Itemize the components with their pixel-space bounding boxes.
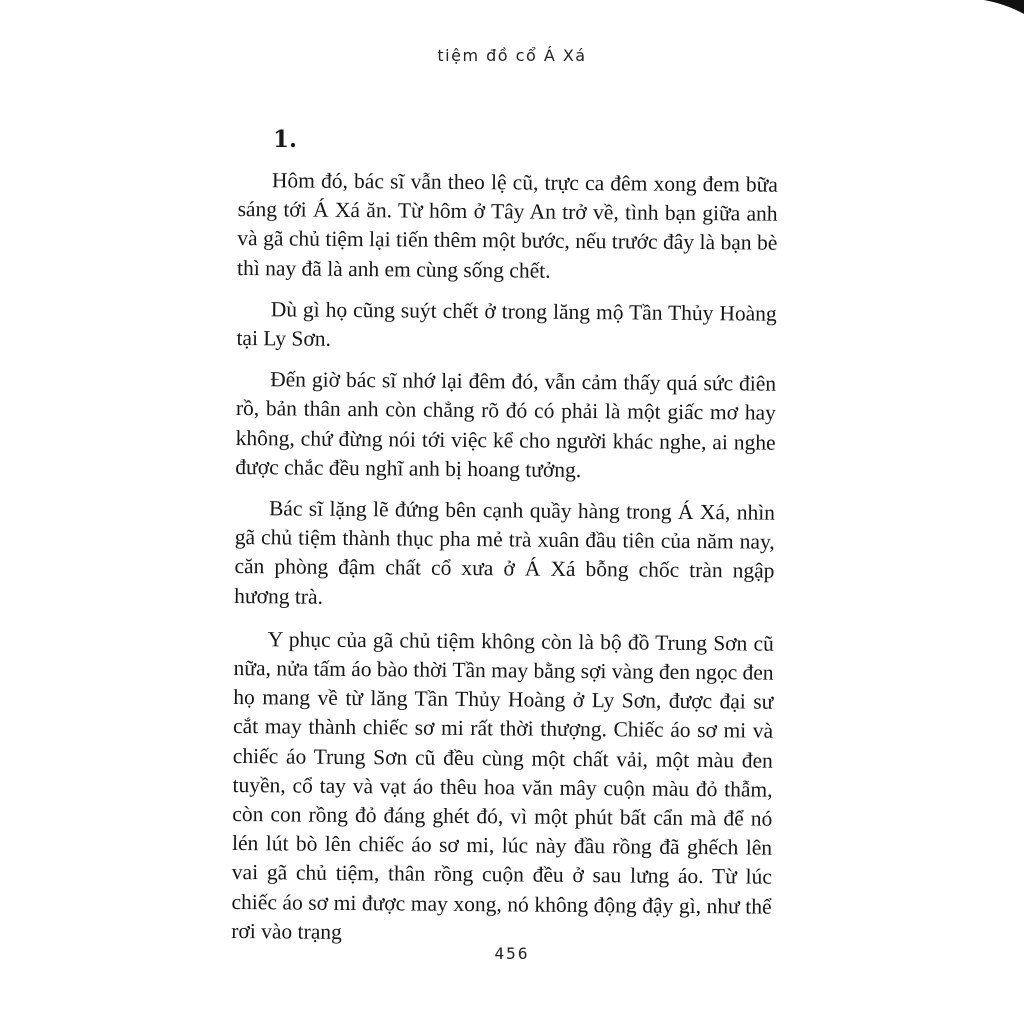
paragraph: Dù gì họ cũng suýt chết ở trong lăng mộ Tần Thủy Hoàng tại Ly Sơn. — [236, 297, 777, 351]
page-number: 456 — [494, 944, 530, 963]
page-corner-shadow — [984, 0, 1024, 14]
paragraph: Bác sĩ lặng lẽ đứng bên cạnh quầy hàng trong Á Xá, nhìn gã chủ tiệm thành thục pha mẻ trà xuân đầu tiên của năm nay, căn phòng đậm chất cổ xưa ở Á Xá bỗng chốc tràn ngập hương trà. — [234, 496, 776, 609]
body-text — [231, 166, 778, 963]
paragraph: Hôm đó, bác sĩ vẫn theo lệ cũ, trực ca đêm xong đem bữa sáng tới Á Xá ăn. Từ hôm ở Tây An trở về, tình bạn giữa anh và gã chủ tiệm lại tiến thêm một bước, nếu trước đây là bạn bè thì nay đã là anh em cùng sống chết. — [237, 168, 778, 283]
running-header: tiệm đồ cổ Á Xá — [437, 46, 587, 65]
paragraph: Y phục của gã chủ tiệm không còn là bộ đồ Trung Sơn cũ nữa, nửa tấm áo bào thời Tần may bằng sợi vàng đen ngọc đen họ mang về từ lăng Tần Thủy Hoàng ở Ly Sơn, được đại sư cắt may thành chiếc sơ mi rất thời thượng. Chiếc áo sơ mi và chiếc áo Trung Sơn cũ đều cùng một chất vải, một màu đen tuyền, cổ tay và vạt áo thêu hoa văn mây cuộn màu đỏ thẫm, còn con rồng đỏ đáng ghét đó, vì một phút bất cẩn mà để nó lén lút bò lên chiếc áo sơ mi, lúc này đầu rồng đã ghếch lên vai gã chủ tiệm, thân rồng cuộn đều ở sau lưng áo. Từ lúc chiếc áo sơ mi được may xong, nó không động đậy gì, như thể rơi vào trạng — [231, 627, 774, 944]
chapter-number: 1. — [273, 126, 298, 153]
paragraph: Đến giờ bác sĩ nhớ lại đêm đó, vẫn cảm thấy quá sức điên rồ, bản thân anh còn chẳng rõ đó có phải là một giấc mơ hay không, chứ đừng nói tới việc kể cho người khác nghe, ai nghe được chắc đều nghĩ anh bị hoang tưởng. — [235, 367, 777, 482]
